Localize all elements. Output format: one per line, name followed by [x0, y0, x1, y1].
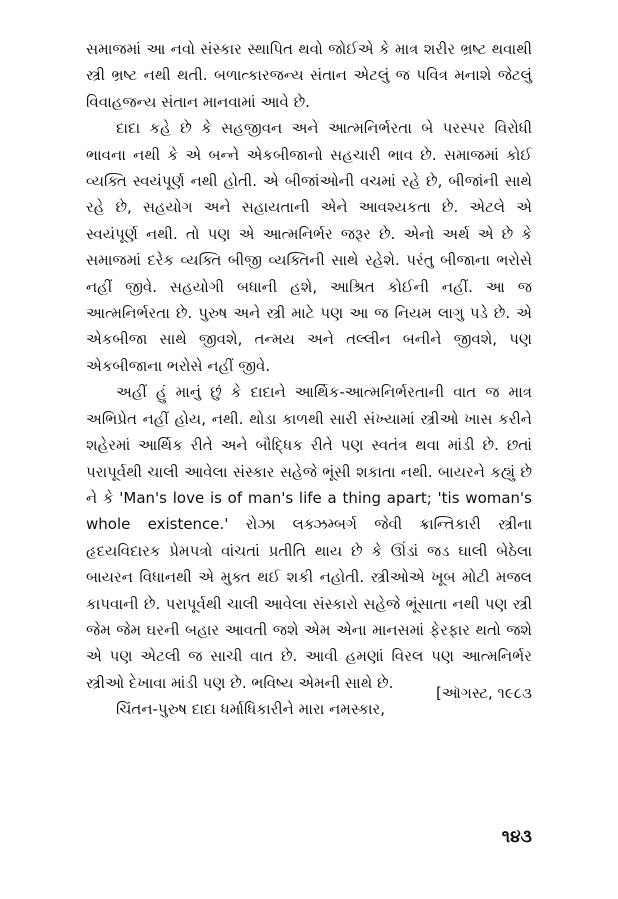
date-signoff: [ઑગસ્ટ, ૧૯૮૩	[435, 684, 532, 702]
paragraph-1: સમાજમાં આ નવો સંસ્કાર સ્થાપિત થવો જોઈએ કે માત્ર શરીર ભ્રષ્ટ થવાથી સ્ત્રી ભ્રષ્ટ નથી થતી. બળાત્કારજન્ય સંતાન એટલું જ પવિત્ર મનાશે જેટલું વિવાહજન્ય સંતાન માનવામાં આવે છે.	[86, 40, 532, 111]
paragraph-3: અહીં હું માનું છું કે દાદાને આર્થિક-આત્મનિર્ભરતાની વાત જ માત્ર અભિપ્રેત નહીં હોય, નથી. થોડા કાળથી સારી સંખ્યામાં સ્ત્રીઓ ખાસ કરીને શહેરમાં આર્થિક રીતે અને બૌદ્ધિક રીતે પણ સ્વતંત્ર થવા માંડી છે. છતાં પરાપૂર્વથી ચાલી આવેલા સંસ્કાર સહેજે ભૂંસી શકાતા નથી. બાયરને કહ્યું છે ને કે 'Man's love is of man's life a thing apart; 'tis woman's whole existence.' રોઝા લક્ઝમ્બર્ગ જેવી ક્રાન્તિકારી સ્ત્રીના હૃદયવિદારક પ્રેમપત્રો વાંચતાં પ્રતીતિ થાય છે કે ઊંડાં જડ ઘાલી બેઠેલા બાયરન વિધાનથી એ મુક્ત થઈ શકી નહોતી. સ્ત્રીઓએ ખૂબ મોટી મજલ કાપવાની છે. પરાપૂર્વથી ચાલી આવેલા સંસ્કારો સહેજે ભૂંસાતા નથી પણ સ્ત્રી જેમ જેમ ઘરની બહાર આવતી જશે એમ એના માનસમાં ફેરફાર થતો જશે એ પણ એટલી જ સાચી વાત છે. આવી હમણાં વિરલ પણ આત્મનિર્ભર સ્ત્રીઓ દેખાવા માંડી પણ છે. ભવિષ્ય એમની સાથે છે.	[86, 383, 532, 692]
paragraph-4-closing-line: ચિંતન-પુરુષ દાદા ધર્માધિકારીને મારા નમસ્કાર,	[116, 700, 386, 719]
body-text	[86, 36, 532, 723]
paragraph-2: દાદા કહે છે કે સહજીવન અને આત્મનિર્ભરતા બે પરસ્પર વિરોધી ભાવના નથી કે એ બન્ને એકબીજાનો સહચારી ભાવ છે. સમાજમાં કોઈ વ્યક્તિ સ્વયંપૂર્ણ નથી હોતી. એ બીજાંઓની વચમાં રહે છે, બીજાંની સાથે રહે છે, સહયોગ અને સહાયતાની એને આવશ્યકતા છે. એટલે એ સ્વયંપૂર્ણ નથી. તો પણ એ આત્મનિર્ભર જરૂર છે. એનો અર્થ એ છે કે સમાજમાં દરેક વ્યક્તિ બીજી વ્યક્તિની સાથે રહેશે. પરંતુ બીજાના ભરોસે નહીં જીવે. સહયોગી બધાની હશે, આશ્રિત કોઈની નહીં. આ જ આત્મનિર્ભરતા છે. પુરુષ અને સ્ત્રી માટે પણ આ જ નિયમ લાગુ પડે છે. એ એકબીજા સાથે જીવશે, તન્મય અને તલ્લીન બનીને જીવશે, પણ એકબીજાના ભરોસે નહીં જીવે.	[86, 119, 532, 375]
page-number: ૧૪૩	[501, 827, 532, 847]
